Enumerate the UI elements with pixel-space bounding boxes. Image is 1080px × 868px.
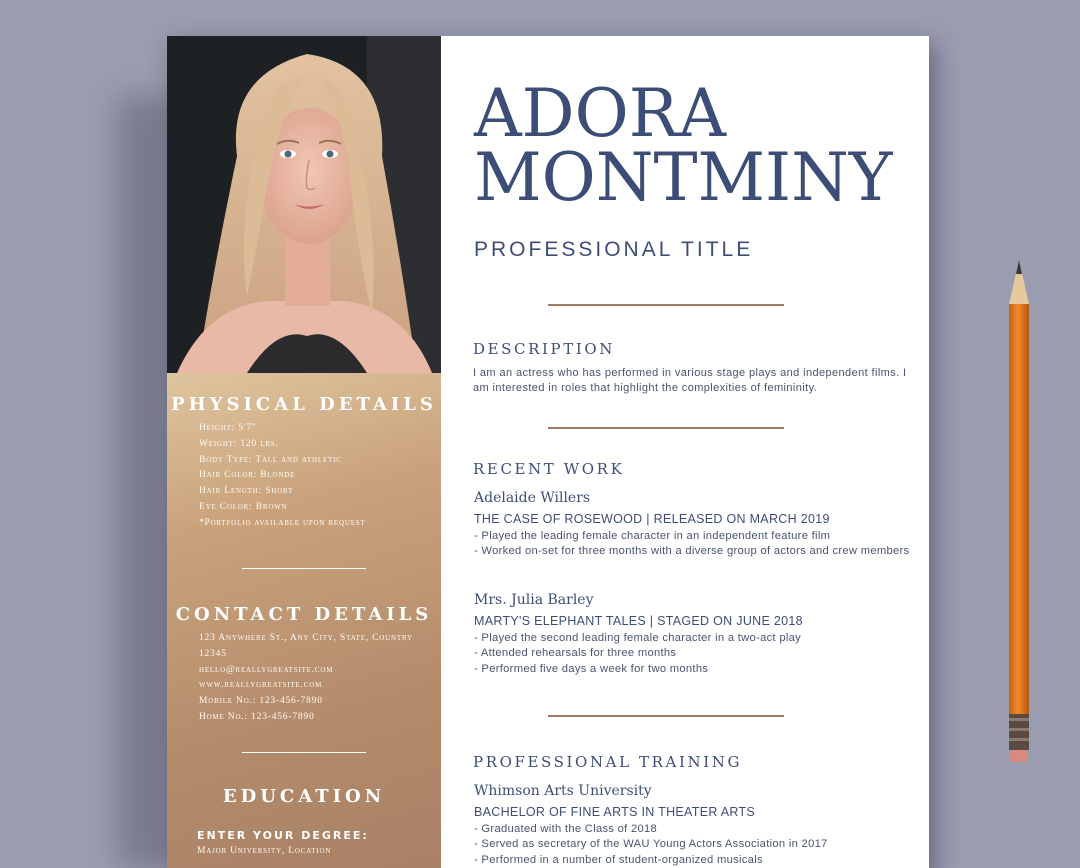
work-bullet: - Attended rehearsals for three months (474, 647, 677, 660)
work-entry (474, 592, 914, 677)
physical-detail-item: Weight: 120 lbs. (199, 438, 279, 449)
contact-details-heading: CONTACT DETAILS (175, 604, 433, 625)
candidate-name (474, 75, 893, 216)
work-bullets (474, 631, 914, 677)
description-text: I am an actress who has performed in various stage plays and independent films. I am interested in roles that highlight the complexities of femininity. (473, 367, 907, 394)
contact-details-section (167, 604, 441, 726)
training-bullet: - Served as secretary of the WAU Young Actors Association in 2017 (474, 838, 828, 851)
profile-photo (167, 36, 441, 373)
work-bullet: - Played the leading female character in an independent feature film (474, 530, 831, 542)
contact-mobile: Mobile No.: 123-456-7890 (199, 696, 323, 707)
physical-detail-item: *Portfolio available upon request (199, 517, 366, 528)
section-divider (548, 304, 784, 306)
training-school: Whimson Arts University (474, 783, 652, 799)
work-bullets (474, 529, 914, 560)
recent-work-heading: RECENT WORK (473, 460, 625, 478)
training-heading: PROFESSIONAL TRAINING (473, 753, 743, 771)
section-divider (548, 427, 784, 429)
training-bullet: - Performed in a number of student-organized musicals (474, 853, 763, 866)
training-entry (474, 783, 914, 868)
professional-title: PROFESSIONAL TITLE (474, 238, 754, 261)
contact-postal-code: 12345 (199, 648, 227, 659)
work-role-name: Adelaide Willers (474, 490, 591, 506)
work-production: THE CASE OF ROSEWOOD | RELEASED ON MARCH 2019 (474, 512, 830, 526)
work-bullet: - Worked on-set for three months with a diverse group of actors and crew members (474, 545, 910, 558)
physical-details-list (199, 421, 441, 532)
description-heading: DESCRIPTION (473, 340, 615, 358)
section-divider (548, 715, 784, 717)
candidate-first-name: ADORA (474, 75, 727, 152)
education-degree: ENTER YOUR DEGREE: (197, 829, 369, 842)
physical-detail-item: Eye Color: Brown (199, 501, 288, 512)
candidate-last-name: MONTMINY (474, 139, 893, 216)
training-bullet: - Graduated with the Class of 2018 (474, 823, 658, 835)
physical-detail-item: Body Type: Tall and athletic (199, 454, 342, 465)
physical-details-section (167, 394, 441, 532)
education-heading: EDUCATION (222, 786, 386, 807)
contact-address: 123 Anywhere St., Any City, State, Country (199, 633, 413, 643)
contact-email: hello@reallygreatsite.com (199, 664, 334, 675)
contact-website: www.reallygreatsite.com (199, 680, 323, 691)
resume-sidebar (167, 36, 441, 868)
contact-details-list (199, 631, 441, 726)
education-school: Major University, Location (197, 846, 332, 856)
contact-home-phone: Home No.: 123-456-7890 (199, 711, 315, 722)
resume-main (441, 36, 929, 868)
work-role-name: Mrs. Julia Barley (474, 592, 594, 608)
work-bullet: - Played the second leading female character in a two-act play (474, 632, 802, 644)
education-section (167, 786, 441, 856)
training-degree: BACHELOR OF FINE ARTS IN THEATER ARTS (474, 805, 756, 819)
sidebar-divider (242, 752, 366, 753)
resume-page (167, 36, 929, 868)
physical-detail-item: Hair Length: Short (199, 486, 294, 497)
work-entry (474, 490, 914, 560)
training-bullets (474, 822, 914, 868)
sidebar-divider (242, 568, 366, 569)
work-bullet: - Performed five days a week for two months (474, 662, 709, 675)
pencil-icon (1003, 258, 1035, 768)
physical-detail-item: Height: 5'7" (199, 423, 257, 433)
physical-detail-item: Hair Color: Blonde (199, 470, 296, 481)
work-production: MARTY'S ELEPHANT TALES | STAGED ON JUNE 2018 (474, 614, 803, 628)
physical-details-heading: PHYSICAL DETAILS (171, 394, 437, 415)
